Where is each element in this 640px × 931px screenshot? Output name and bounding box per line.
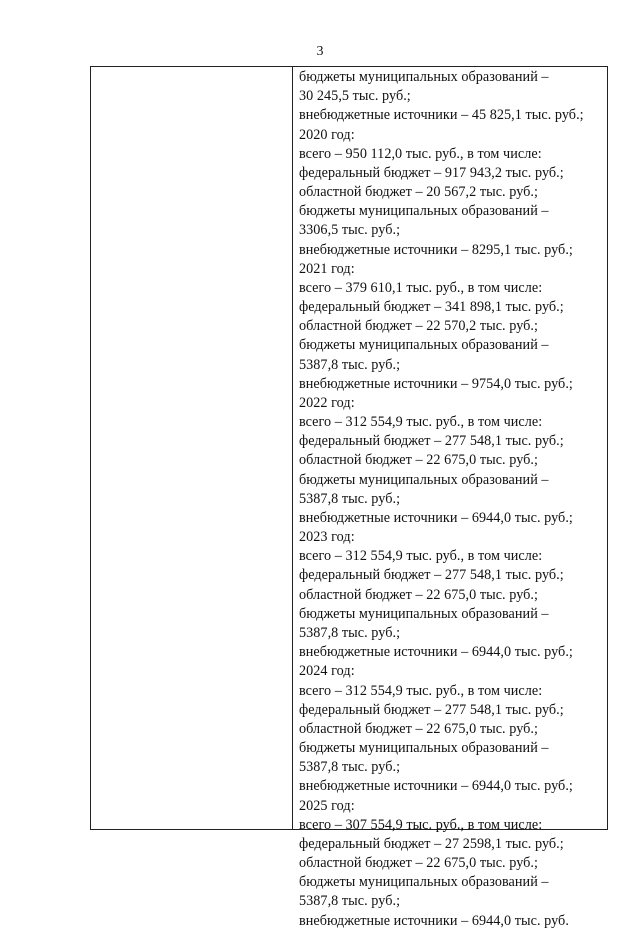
funding-line: областной бюджет – 22 570,2 тыс. руб.;	[299, 318, 539, 335]
table-right-cell	[299, 68, 605, 931]
funding-line: 3306,5 тыс. руб.;	[299, 222, 401, 239]
funding-line: бюджеты муниципальных образований –	[299, 69, 549, 85]
funding-line: бюджеты муниципальных образований –	[299, 203, 549, 220]
funding-line: федеральный бюджет – 917 943,2 тыс. руб.;	[299, 164, 564, 181]
funding-line: всего – 312 554,9 тыс. руб., в том числе:	[299, 548, 543, 565]
funding-line: всего – 950 112,0 тыс. руб., в том числе:	[299, 145, 542, 162]
page-number: 3	[316, 44, 324, 59]
funding-line: внебюджетные источники – 6944,0 тыс. руб.;	[299, 778, 573, 795]
funding-line: внебюджетные источники – 6944,0 тыс. руб.;	[299, 644, 573, 661]
funding-line: всего – 379 610,1 тыс. руб., в том числе:	[299, 279, 543, 296]
funding-line: областной бюджет – 22 675,0 тыс. руб.;	[299, 452, 539, 469]
funding-line: 5387,8 тыс. руб.;	[299, 893, 401, 910]
funding-line: областной бюджет – 22 675,0 тыс. руб.;	[299, 720, 539, 737]
funding-line: областной бюджет – 22 675,0 тыс. руб.;	[299, 586, 539, 603]
funding-line: внебюджетные источники – 8295,1 тыс. руб.;	[299, 241, 573, 258]
funding-line: федеральный бюджет – 277 548,1 тыс. руб.;	[299, 433, 564, 450]
funding-line: областной бюджет – 22 675,0 тыс. руб.;	[299, 855, 539, 872]
funding-line: всего – 307 554,9 тыс. руб., в том числе:	[299, 816, 543, 833]
funding-line: 2020 год:	[299, 126, 355, 143]
funding-line: 5387,8 тыс. руб.;	[299, 356, 401, 373]
funding-line: 5387,8 тыс. руб.;	[299, 759, 401, 776]
funding-line: бюджеты муниципальных образований –	[299, 605, 549, 622]
funding-line: бюджеты муниципальных образований –	[299, 874, 549, 891]
funding-line: федеральный бюджет – 277 548,1 тыс. руб.;	[299, 567, 564, 584]
funding-line: 2021 год:	[299, 260, 355, 277]
funding-line: внебюджетные источники – 6944,0 тыс. руб.;	[299, 509, 573, 526]
funding-line: 2022 год:	[299, 394, 355, 411]
funding-line: бюджеты муниципальных образований –	[299, 740, 549, 757]
funding-line: 2025 год:	[299, 797, 355, 814]
funding-line: 2024 год:	[299, 663, 355, 680]
funding-line: федеральный бюджет – 27 2598,1 тыс. руб.;	[299, 835, 564, 852]
funding-line: бюджеты муниципальных образований –	[299, 471, 549, 488]
funding-line: бюджеты муниципальных образований –	[299, 337, 549, 354]
funding-line: внебюджетные источники – 9754,0 тыс. руб.;	[299, 375, 573, 392]
funding-line: 30 245,5 тыс. руб.;	[299, 88, 411, 105]
funding-line: всего – 312 554,9 тыс. руб., в том числе:	[299, 682, 543, 699]
funding-line: 5387,8 тыс. руб.;	[299, 624, 401, 641]
funding-line: всего – 312 554,9 тыс. руб., в том числе:	[299, 414, 543, 431]
funding-line: областной бюджет – 20 567,2 тыс. руб.;	[299, 184, 539, 201]
funding-line: 5387,8 тыс. руб.;	[299, 490, 401, 507]
funding-table	[90, 66, 608, 929]
funding-line: внебюджетные источники – 6944,0 тыс. руб.	[299, 912, 569, 929]
column-divider	[292, 67, 293, 829]
funding-line: 2023 год:	[299, 529, 355, 546]
funding-line: федеральный бюджет – 277 548,1 тыс. руб.;	[299, 701, 564, 718]
funding-line: внебюджетные источники – 45 825,1 тыс. руб.;	[299, 107, 584, 124]
funding-line: федеральный бюджет – 341 898,1 тыс. руб.;	[299, 299, 564, 316]
table-left-cell	[91, 67, 292, 829]
